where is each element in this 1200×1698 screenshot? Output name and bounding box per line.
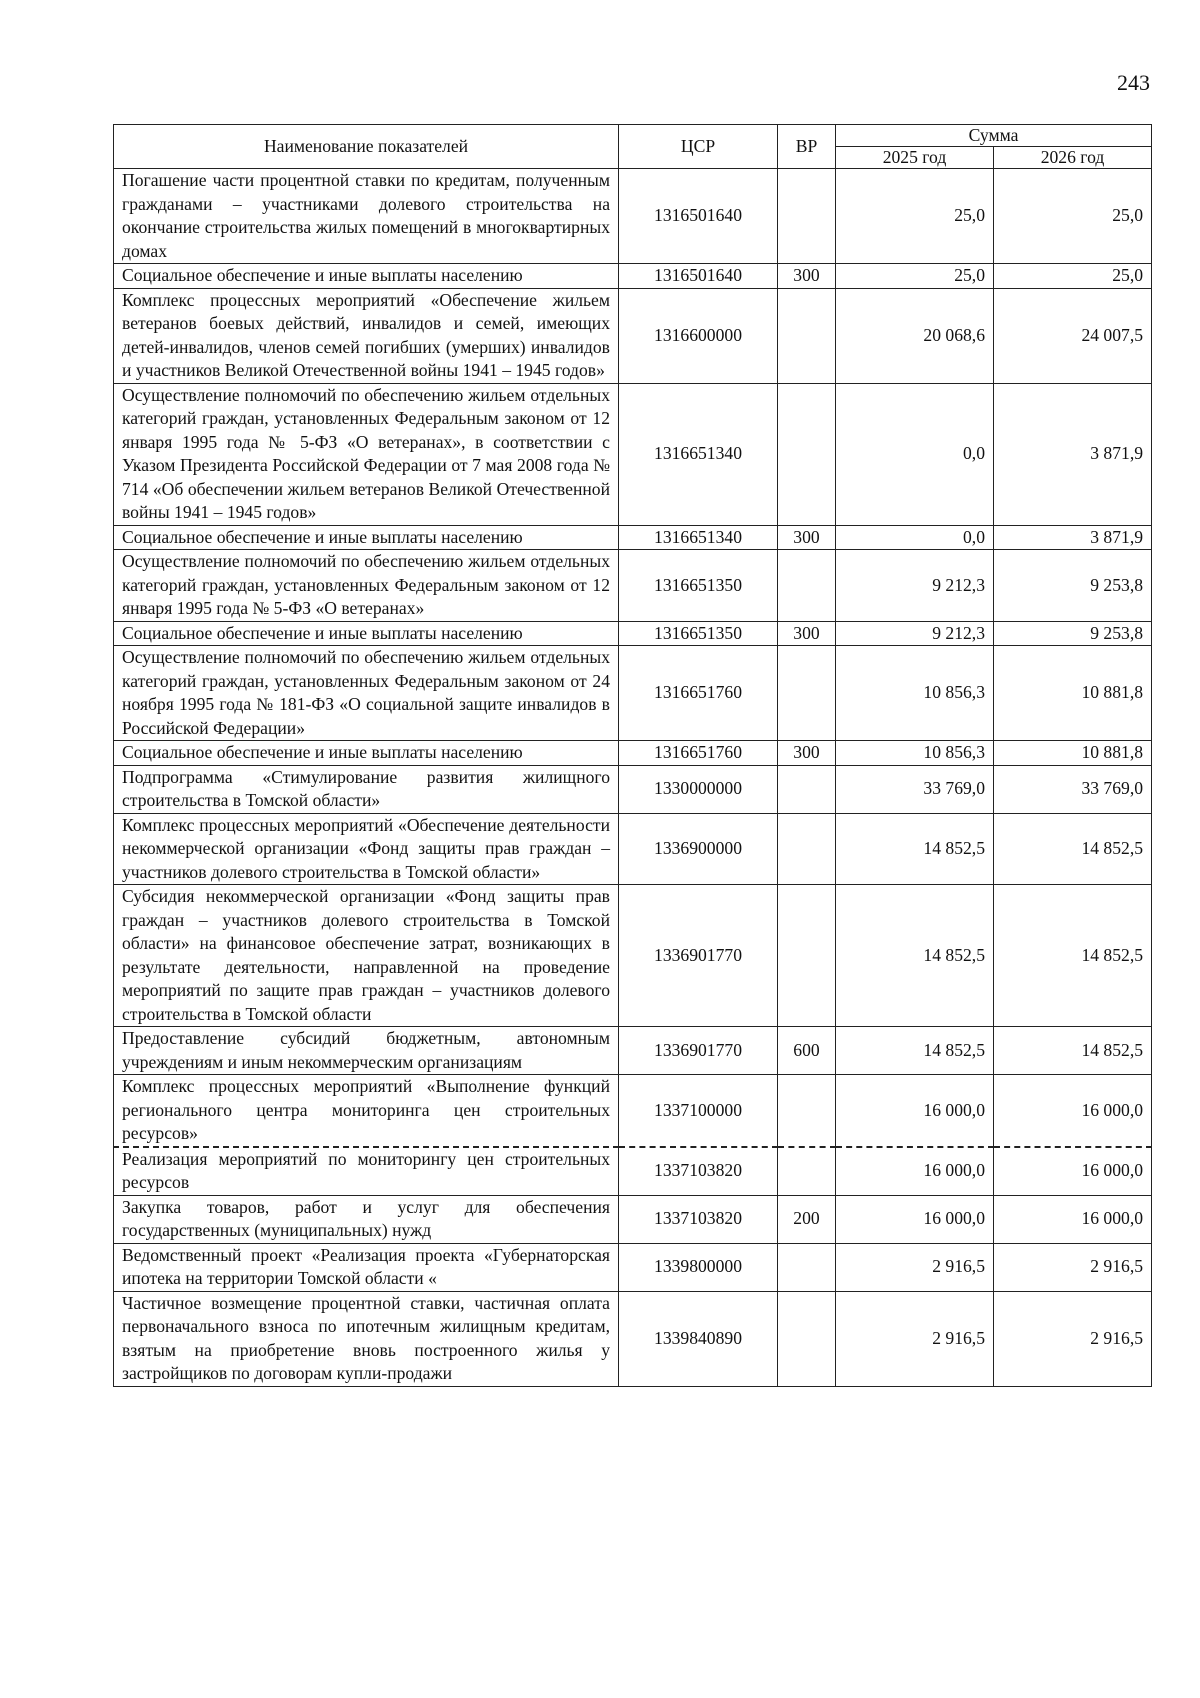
cell-vr [778,1075,836,1147]
cell-2026: 9 253,8 [994,621,1152,646]
table-row [114,813,1152,885]
cell-csr: 1336901770 [619,1027,778,1075]
cell-name: Осуществление полномочий по обеспечению жильем отдельных категорий граждан, установленных Федеральным законом от 12 января 1995 года № 5-ФЗ «О ветеранах», в соответствии с Указом Президента Российской Федерации от 7 мая 2008 года № 714 «Об обеспечении жильем ветеранов Великой Отечественной войны 1941 – 1945 годов» [114,383,619,525]
cell-vr [778,885,836,1027]
cell-vr [778,1147,836,1196]
cell-2025: 14 852,5 [836,885,994,1027]
cell-2026: 3 871,9 [994,383,1152,525]
cell-vr [778,765,836,813]
table-row [114,646,1152,741]
cell-name: Субсидия некоммерческой организации «Фонд защиты прав граждан – участников долевого строительства в Томской области» на финансовое обеспечение затрат, возникающих в результате деятельности, направленной на проведение мероприятий по защите прав граждан – участников долевого строительства в Томской области [114,885,619,1027]
header-vr: ВР [778,125,836,169]
table-row [114,169,1152,264]
cell-csr: 1316651340 [619,383,778,525]
table-row [114,264,1152,289]
cell-name: Предоставление субсидий бюджетным, автономным учреждениям и иным некоммерческим организациям [114,1027,619,1075]
cell-2026: 16 000,0 [994,1195,1152,1243]
cell-csr: 1316501640 [619,169,778,264]
cell-csr: 1316600000 [619,288,778,383]
cell-2026: 14 852,5 [994,1027,1152,1075]
table-row [114,1147,1152,1196]
cell-name: Комплекс процессных мероприятий «Обеспечение жильем ветеранов боевых действий, инвалидов и семей, имеющих детей-инвалидов, членов семей погибших (умерших) инвалидов и участников Великой Отечественной войны 1941 – 1945 годов» [114,288,619,383]
cell-name: Подпрограмма «Стимулирование развития жилищного строительства в Томской области» [114,765,619,813]
cell-vr [778,383,836,525]
table-row [114,1027,1152,1075]
cell-2025: 0,0 [836,525,994,550]
cell-csr: 1330000000 [619,765,778,813]
page-number: 243 [1117,70,1150,95]
cell-csr: 1339840890 [619,1291,778,1386]
cell-name: Социальное обеспечение и иные выплаты населению [114,621,619,646]
table-row [114,288,1152,383]
cell-2025: 14 852,5 [836,813,994,885]
cell-name: Осуществление полномочий по обеспечению жильем отдельных категорий граждан, установленных Федеральным законом от 24 ноября 1995 года № 181-ФЗ «О социальной защите инвалидов в Российской Федерации» [114,646,619,741]
cell-name: Комплекс процессных мероприятий «Выполнение функций регионального центра мониторинга цен строительных ресурсов» [114,1075,619,1147]
table-body [114,169,1152,1387]
cell-name: Осуществление полномочий по обеспечению жильем отдельных категорий граждан, установленных Федеральным законом от 12 января 1995 года № 5-ФЗ «О ветеранах» [114,550,619,622]
cell-vr [778,1291,836,1386]
cell-csr: 1336900000 [619,813,778,885]
cell-2026: 14 852,5 [994,813,1152,885]
cell-csr: 1316651350 [619,550,778,622]
cell-2026: 9 253,8 [994,550,1152,622]
cell-2025: 14 852,5 [836,1027,994,1075]
cell-vr [778,169,836,264]
table-row [114,525,1152,550]
cell-2025: 25,0 [836,264,994,289]
cell-vr [778,1243,836,1291]
cell-vr: 600 [778,1027,836,1075]
cell-2026: 25,0 [994,264,1152,289]
cell-name: Погашение части процентной ставки по кредитам, полученным гражданами – участниками долевого строительства на окончание строительства жилых помещений в многоквартирных домах [114,169,619,264]
cell-csr: 1337103820 [619,1147,778,1196]
table-row [114,383,1152,525]
cell-2026: 24 007,5 [994,288,1152,383]
cell-2026: 16 000,0 [994,1147,1152,1196]
cell-name: Реализация мероприятий по мониторингу цен строительных ресурсов [114,1147,619,1196]
table-row [114,741,1152,766]
cell-2025: 16 000,0 [836,1195,994,1243]
cell-name: Социальное обеспечение и иные выплаты населению [114,741,619,766]
header-name: Наименование показателей [114,125,619,169]
cell-2025: 20 068,6 [836,288,994,383]
cell-vr: 300 [778,621,836,646]
cell-2025: 25,0 [836,169,994,264]
cell-csr: 1316501640 [619,264,778,289]
cell-csr: 1316651340 [619,525,778,550]
cell-name: Ведомственный проект «Реализация проекта «Губернаторская ипотека на территории Томской области « [114,1243,619,1291]
cell-vr [778,288,836,383]
cell-csr: 1316651760 [619,646,778,741]
cell-2025: 0,0 [836,383,994,525]
cell-2025: 16 000,0 [836,1075,994,1147]
cell-2025: 10 856,3 [836,646,994,741]
table-header [114,125,1152,169]
cell-2026: 10 881,8 [994,741,1152,766]
cell-2026: 3 871,9 [994,525,1152,550]
table-row [114,885,1152,1027]
cell-2026: 25,0 [994,169,1152,264]
cell-2026: 2 916,5 [994,1291,1152,1386]
cell-csr: 1316651760 [619,741,778,766]
header-year-2026: 2026 год [994,147,1152,169]
cell-vr: 300 [778,741,836,766]
table-row [114,1291,1152,1386]
cell-name: Социальное обеспечение и иные выплаты населению [114,264,619,289]
cell-vr: 300 [778,525,836,550]
cell-2025: 2 916,5 [836,1243,994,1291]
cell-2025: 10 856,3 [836,741,994,766]
table-row [114,1075,1152,1147]
cell-vr [778,646,836,741]
cell-csr: 1339800000 [619,1243,778,1291]
table-row [114,1195,1152,1243]
cell-name: Частичное возмещение процентной ставки, частичная оплата первоначального взноса по ипотечным жилищным кредитам, взятым на приобретение вновь построенного жилья у застройщиков по договорам купли-продажи [114,1291,619,1386]
cell-2026: 16 000,0 [994,1075,1152,1147]
cell-2025: 16 000,0 [836,1147,994,1196]
cell-csr: 1337100000 [619,1075,778,1147]
cell-csr: 1316651350 [619,621,778,646]
cell-2026: 33 769,0 [994,765,1152,813]
cell-2025: 9 212,3 [836,550,994,622]
cell-2026: 10 881,8 [994,646,1152,741]
cell-name: Закупка товаров, работ и услуг для обеспечения государственных (муниципальных) нужд [114,1195,619,1243]
cell-vr [778,550,836,622]
cell-2026: 2 916,5 [994,1243,1152,1291]
table-row [114,1243,1152,1291]
table-row [114,550,1152,622]
cell-2025: 33 769,0 [836,765,994,813]
cell-vr [778,813,836,885]
cell-vr: 200 [778,1195,836,1243]
cell-2025: 9 212,3 [836,621,994,646]
header-sum: Сумма [836,125,1152,147]
cell-vr: 300 [778,264,836,289]
budget-table [113,124,1152,1387]
table-row [114,621,1152,646]
cell-name: Социальное обеспечение и иные выплаты населению [114,525,619,550]
table-row [114,765,1152,813]
cell-csr: 1337103820 [619,1195,778,1243]
header-year-2025: 2025 год [836,147,994,169]
cell-csr: 1336901770 [619,885,778,1027]
cell-name: Комплекс процессных мероприятий «Обеспечение деятельности некоммерческой организации «Фонд защиты прав граждан – участников долевого строительства в Томской области» [114,813,619,885]
cell-2025: 2 916,5 [836,1291,994,1386]
header-csr: ЦСР [619,125,778,169]
cell-2026: 14 852,5 [994,885,1152,1027]
